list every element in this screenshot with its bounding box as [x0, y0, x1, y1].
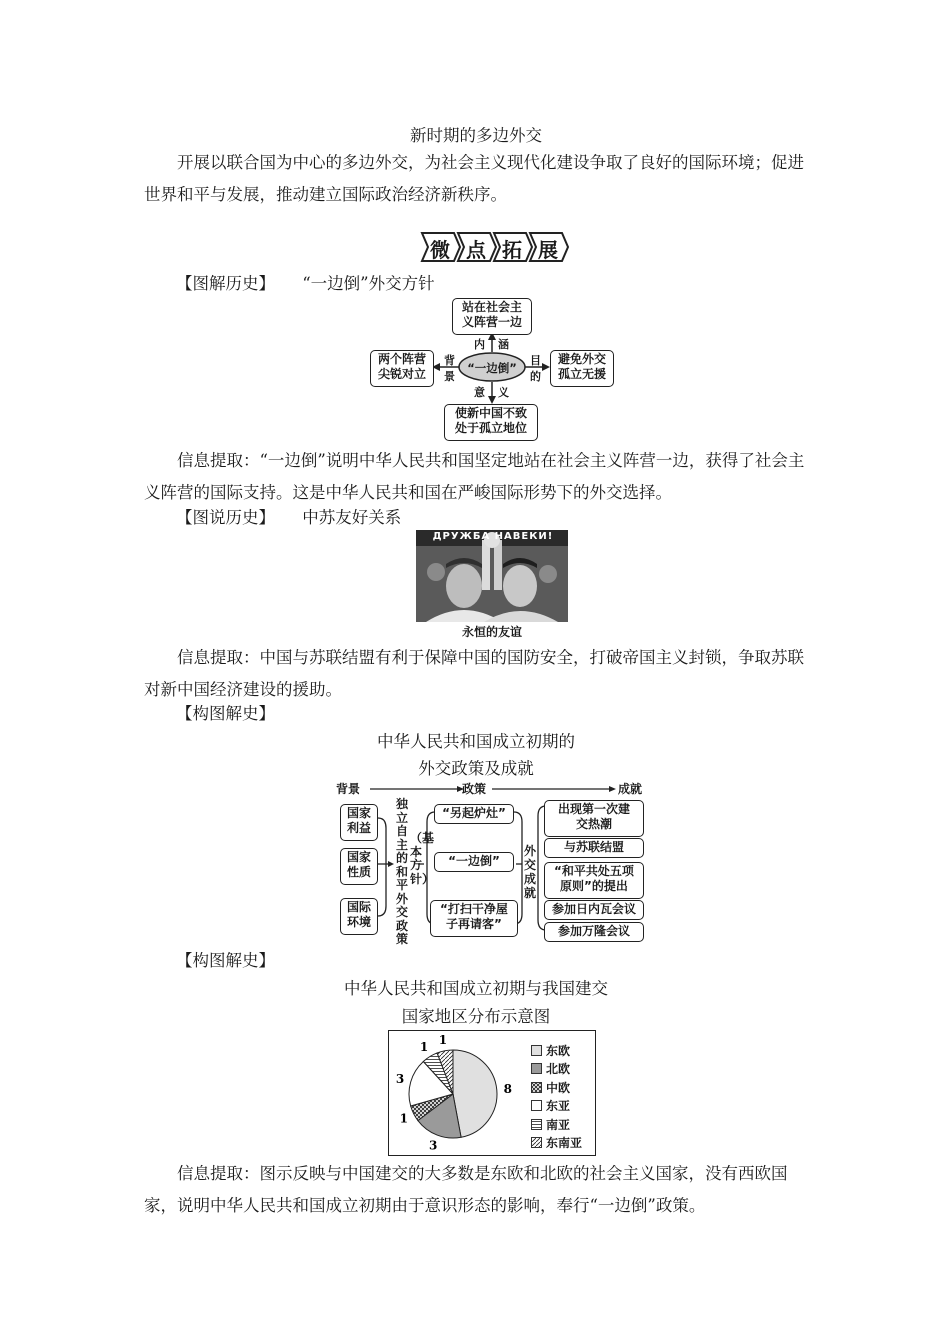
- box-line: “打扫干净屋: [440, 902, 508, 916]
- box-line: 义阵营一边: [461, 315, 522, 329]
- legend-label: 南亚: [546, 1117, 571, 1132]
- box-line: 站在社会主: [461, 300, 522, 314]
- goutu2-title-line2: 国家地区分布示意图: [401, 1007, 551, 1026]
- pie-value-label: 1: [419, 1040, 429, 1055]
- legend-label: 东欧: [546, 1043, 571, 1058]
- legend-swatch: [531, 1063, 542, 1074]
- tujie-title: “一边倒”外交方针: [302, 274, 435, 293]
- tag-right: 目: [530, 354, 541, 367]
- goutu1-label: 【构图解史】: [176, 704, 275, 723]
- achievement-item: [544, 922, 644, 942]
- tag-bottom: 意: [474, 386, 485, 399]
- box-line: 国家: [346, 850, 371, 864]
- achievement-item: [544, 800, 644, 837]
- legend-item: [531, 1115, 593, 1134]
- pie-value-label: 3: [395, 1071, 405, 1086]
- tag-left: 景: [444, 370, 455, 383]
- banner-char: 微: [430, 238, 450, 262]
- legend-item: [531, 1134, 593, 1153]
- tag-bottom: 义: [498, 386, 509, 399]
- background-item: [340, 898, 378, 935]
- box-line: 环境: [346, 915, 371, 929]
- legend-swatch: [531, 1045, 542, 1056]
- goutu1-title-line1: 中华人民共和国成立初期的: [377, 732, 575, 751]
- main-policy: 独立自主的和平外交政策: [396, 797, 409, 946]
- box-line: 参加万隆会议: [557, 924, 630, 938]
- pie-value-label: 3: [428, 1138, 438, 1153]
- achievement-item: [544, 900, 644, 920]
- tushuo-label: 【图说历史】: [176, 508, 275, 527]
- diagram-bottom-box: [444, 404, 538, 441]
- achievement-item: [544, 862, 644, 899]
- box-line: “一边倒”: [448, 854, 500, 868]
- goutu2-label: 【构图解史】: [176, 951, 275, 970]
- yibiandao-diagram: [370, 296, 615, 442]
- policy-item: [430, 900, 518, 937]
- achievement-item: [544, 838, 644, 858]
- pie-chart: [388, 1030, 596, 1156]
- box-line: “另起炉灶”: [442, 806, 506, 820]
- diagram-center: “一边倒”: [467, 361, 517, 375]
- background-item: [340, 848, 378, 885]
- diagram-left-box: [370, 350, 434, 387]
- legend-item: [531, 1078, 593, 1097]
- pie-slice: [453, 1050, 497, 1137]
- legend-swatch: [531, 1100, 542, 1111]
- policy-diagram: [336, 778, 648, 946]
- banner-char: 点: [466, 238, 486, 262]
- friendship-poster: [416, 530, 568, 622]
- poster-caption: 永恒的友谊: [461, 625, 522, 639]
- poster-slogan: ДРУЖБА НАВЕКИ!: [432, 531, 554, 542]
- header-achievement: 成就: [618, 782, 643, 796]
- tag-top: 内: [474, 338, 485, 351]
- box-line: 两个阵营: [377, 352, 426, 366]
- goutu2-info: 信息提取：图示反映与中国建交的大多数是东欧和北欧的社会主义国家，没有西欧国家，说明中华人民共和国成立初期由于意识形态的影响，奉行“一边倒”政策。: [144, 1164, 788, 1215]
- legend-item: [531, 1060, 593, 1079]
- legend-label: 东亚: [546, 1099, 571, 1114]
- box-line: 参加日内瓦会议: [551, 902, 636, 916]
- banner-char: 展: [538, 238, 558, 262]
- goutu1-title-line2: 外交政策及成就: [418, 759, 534, 778]
- tushuo-title: 中苏友好关系: [302, 508, 402, 527]
- box-line: “和平共处五项: [554, 864, 634, 878]
- legend-swatch: [531, 1119, 542, 1130]
- box-line: 孤立无援: [557, 367, 606, 381]
- section-paragraph: 开展以联合国为中心的多边外交，为社会主义现代化建设争取了良好的国际环境；促进世界和平与发展，推动建立国际政治经济新秩序。: [144, 153, 804, 204]
- section-title: 新时期的多边外交: [410, 126, 542, 145]
- banner-char: 拓: [502, 238, 522, 262]
- diagram-top-box: [452, 298, 532, 335]
- tag-right: 的: [530, 370, 541, 383]
- pie-value-label: 8: [503, 1081, 512, 1096]
- legend-item: [531, 1097, 593, 1116]
- legend-swatch: [531, 1082, 542, 1093]
- box-line: 交热潮: [575, 817, 612, 831]
- box-line: 国家: [346, 806, 371, 820]
- pie-legend: [531, 1041, 593, 1152]
- box-line: 出现第一次建: [557, 802, 630, 816]
- tushuo-info: 信息提取：中国与苏联结盟有利于保障中国的国防安全，打破帝国主义封锁，争取苏联对新中国经济建设的援助。: [144, 648, 804, 699]
- diagram-right-box: [550, 350, 614, 387]
- box-line: 避免外交: [557, 352, 606, 366]
- legend-swatch: [531, 1137, 542, 1148]
- box-line: 国际: [346, 900, 371, 914]
- header-background: 背景: [336, 782, 361, 796]
- box-line: 使新中国不致: [454, 406, 527, 420]
- tujie-heading: [176, 270, 435, 294]
- tushuo-heading: [176, 504, 401, 528]
- tag-top: 涵: [498, 338, 509, 351]
- tag-left: 背: [444, 354, 455, 367]
- box-line: 尖锐对立: [377, 367, 426, 381]
- box-line: 子再请客”: [446, 917, 502, 931]
- diplomatic-achievement: 外交成就: [524, 844, 537, 900]
- legend-label: 东南亚: [546, 1136, 583, 1151]
- box-line: 处于孤立地位: [454, 421, 527, 435]
- box-line: 利益: [346, 821, 371, 835]
- legend-label: 中欧: [546, 1080, 571, 1095]
- legend-item: [531, 1041, 593, 1060]
- box-line: 性质: [346, 865, 371, 879]
- policy-item: [434, 804, 514, 824]
- tujie-label: 【图解历史】: [176, 274, 275, 293]
- box-line: 与苏联结盟: [563, 840, 624, 854]
- box-line: 原则”的提出: [560, 879, 628, 893]
- background-item: [340, 804, 378, 841]
- banner: [420, 231, 570, 263]
- legend-label: 北欧: [546, 1062, 571, 1077]
- pie-value-label: 1: [438, 1032, 448, 1047]
- policy-item: [434, 852, 514, 872]
- header-policy: 政策: [462, 782, 487, 796]
- pie-value-label: 1: [399, 1111, 408, 1126]
- tujie-info: 信息提取：“一边倒”说明中华人民共和国坚定地站在社会主义阵营一边，获得了社会主义阵营的国际支持。这是中华人民共和国在严峻国际形势下的外交选择。: [144, 451, 805, 502]
- basic-policy: （基本方针）: [410, 831, 435, 886]
- goutu2-title-line1: 中华人民共和国成立初期与我国建交: [344, 979, 608, 998]
